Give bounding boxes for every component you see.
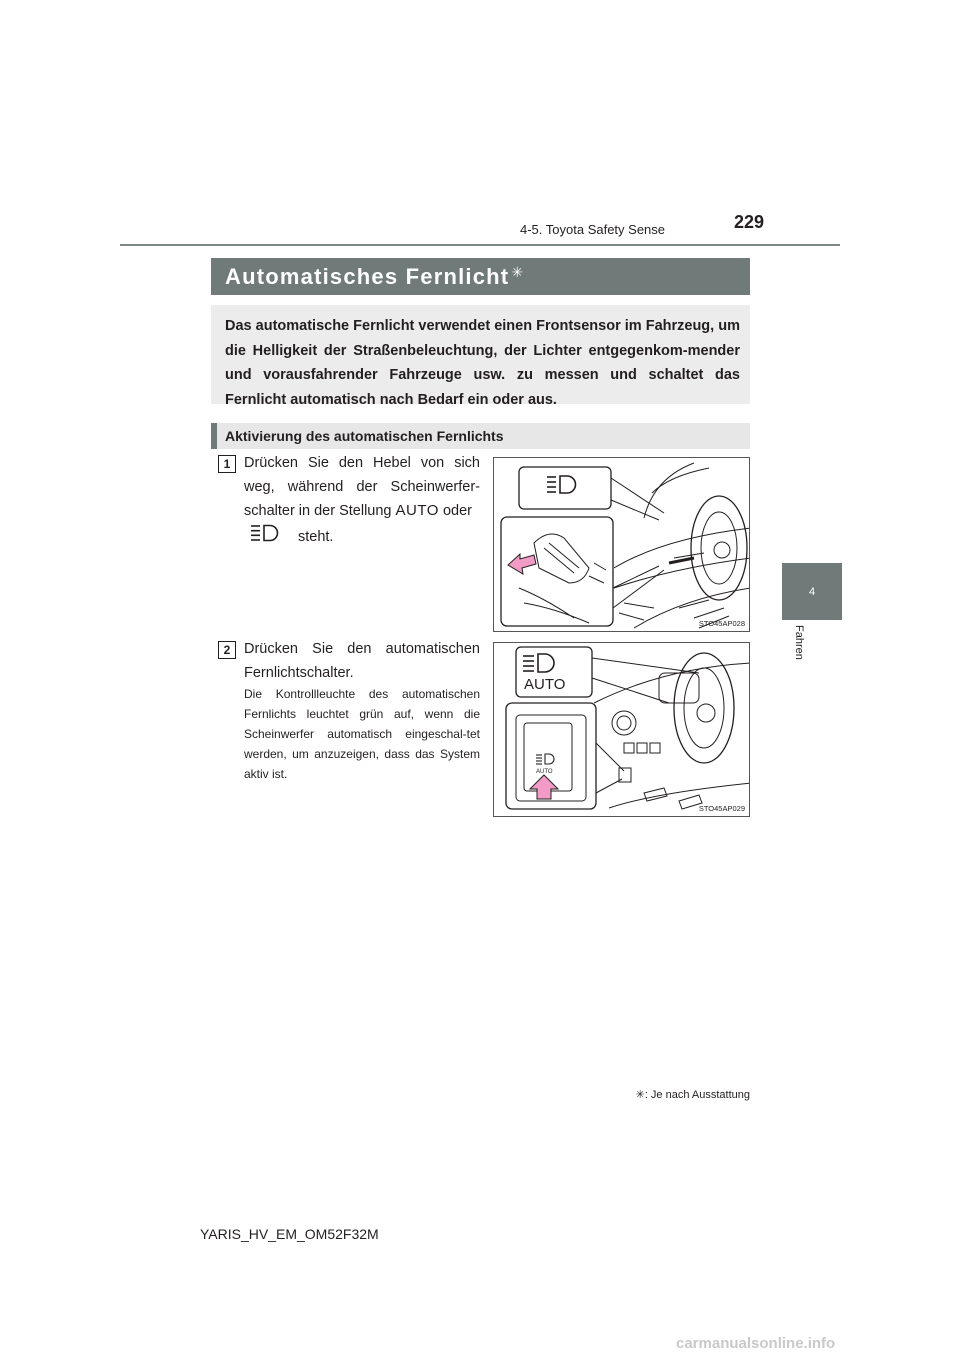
optional-equipment-marker: ✳ <box>511 264 525 280</box>
step-1-text <box>244 452 480 550</box>
section-reference: 4-5. Toyota Safety Sense <box>520 222 666 237</box>
page-number: 229 <box>734 212 765 232</box>
figure-lever-push <box>493 457 750 632</box>
chapter-tab <box>782 563 842 620</box>
chapter-number: 4 <box>808 585 816 598</box>
figure-1-code: STO45AP028 <box>698 619 745 628</box>
intro-text: Das automatische Fernlicht verwendet einen Frontsensor im Fahrzeug, um die Helligkeit der Straßenbeleuchtung, der Lichter entgegenkom-mender und vorausfahrender Fahrzeuge usw. zu messen und schaltet das Fernlicht automatisch nach Bedarf ein oder aus. <box>225 318 740 408</box>
intro-box <box>211 305 750 408</box>
page-title-text: Automatisches Fernlicht <box>225 263 510 289</box>
footnote-text: : Je nach Ausstattung <box>644 1089 750 1101</box>
subsection-title: Aktivierung des automatischen Fernlichts <box>225 428 504 444</box>
auto-label-switch: AUTO <box>536 769 553 775</box>
step-2-text: Drücken Sie den automatischen Fernlichtschalter. <box>244 641 480 681</box>
footnote <box>600 1088 750 1101</box>
chapter-label: Fahren <box>793 625 805 660</box>
subsection-header <box>211 423 750 449</box>
step-1-or: oder <box>442 503 472 519</box>
figure-2-code: STO45AP029 <box>698 804 745 813</box>
footnote-marker: ✳ <box>635 1089 645 1101</box>
auto-label-callout: AUTO <box>524 676 566 693</box>
watermark: carmanualsonline.info <box>676 1335 836 1352</box>
step-number-1: 1 <box>218 455 236 473</box>
step-2-note: Die Kontrollleuchte des automatischen Fernlichts leuchtet grün auf, wenn die Scheinwerfer automatisch eingeschal-tet werden, um anzuzeigen, dass das System aktiv ist. <box>244 687 480 781</box>
page-title <box>211 258 750 295</box>
step-1-text-after: steht. <box>298 528 334 545</box>
step-1-text-before: Drücken Sie den Hebel von sich weg, während der Scheinwerfer-schalter in der Stellung <box>244 455 480 519</box>
header-divider <box>120 244 840 246</box>
auto-symbol: AUTO <box>395 502 439 519</box>
step-number-2: 2 <box>218 641 236 659</box>
figure-auto-switch <box>493 642 750 817</box>
document-id: YARIS_HV_EM_OM52F32M <box>200 1226 379 1242</box>
high-beam-icon <box>250 524 280 551</box>
